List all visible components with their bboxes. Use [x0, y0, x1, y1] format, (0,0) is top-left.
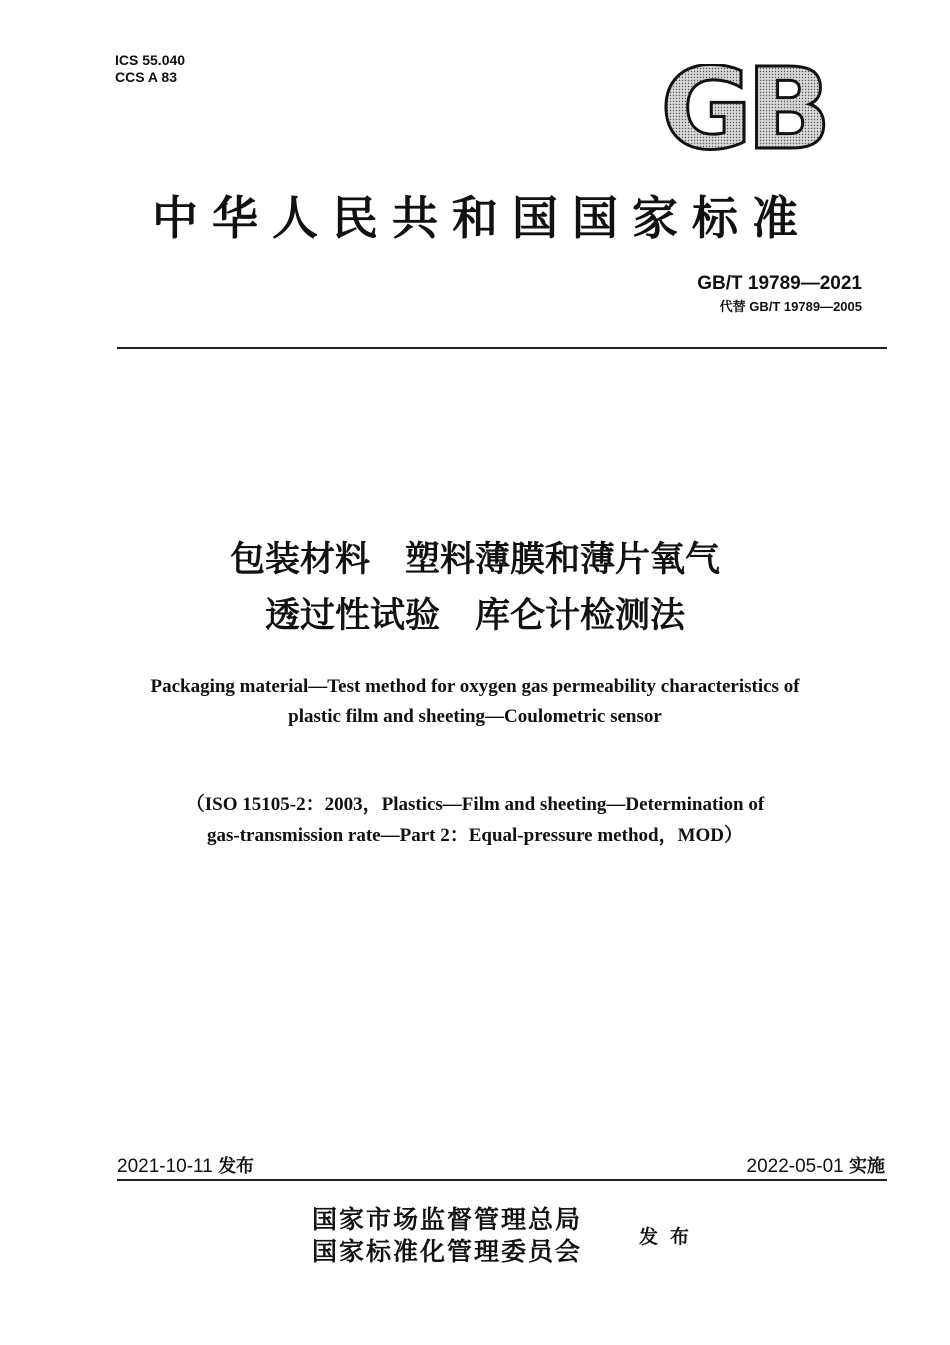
standard-number-block [697, 272, 862, 318]
replaces-standard: 代替 GB/T 19789—2005 [719, 299, 862, 314]
publisher-orgs [312, 1204, 582, 1268]
issue-date-block [117, 1152, 254, 1178]
implement-label: 实施 [849, 1156, 885, 1177]
header-divider [117, 347, 887, 349]
english-title-line2: plastic film and sheeting—Coulometric sensor [288, 706, 662, 727]
chinese-title-line2: 透过性试验 库仑计检测法 [264, 596, 685, 636]
english-title [0, 672, 950, 732]
publish-label: 发布 [639, 1226, 702, 1248]
classification-codes [115, 52, 185, 86]
footer-divider [117, 1179, 887, 1181]
iso-reference-line1: （ISO 15105-2：2003，Plastics—Film and sheeting—Determination of [185, 794, 765, 815]
national-standard-title: 中华人民共和国国家标准 [152, 191, 812, 245]
implement-date: 2022-05-01 [746, 1156, 844, 1177]
iso-reference [0, 789, 950, 851]
publisher-org-1: 国家市场监督管理总局 [312, 1205, 583, 1234]
publisher-org-2: 国家标准化管理委员会 [312, 1237, 583, 1266]
chinese-title-line1: 包装材料 塑料薄膜和薄片氧气 [229, 540, 720, 580]
issue-label: 发布 [218, 1156, 255, 1177]
ics-code: ICS 55.040 [115, 52, 186, 68]
iso-reference-line2: gas-transmission rate—Part 2：Equal-pressure method，MOD） [206, 825, 744, 846]
ccs-code: CCS A 83 [115, 69, 177, 85]
svg-text:GB: GB [660, 64, 826, 154]
english-title-line1: Packaging material—Test method for oxygen gas permeability characteristics of [150, 676, 800, 697]
implement-date-block [747, 1152, 885, 1178]
chinese-title [0, 532, 950, 644]
standard-number: GB/T 19789—2021 [697, 273, 862, 294]
issue-date: 2021-10-11 [117, 1156, 213, 1177]
gb-logo [648, 64, 838, 154]
